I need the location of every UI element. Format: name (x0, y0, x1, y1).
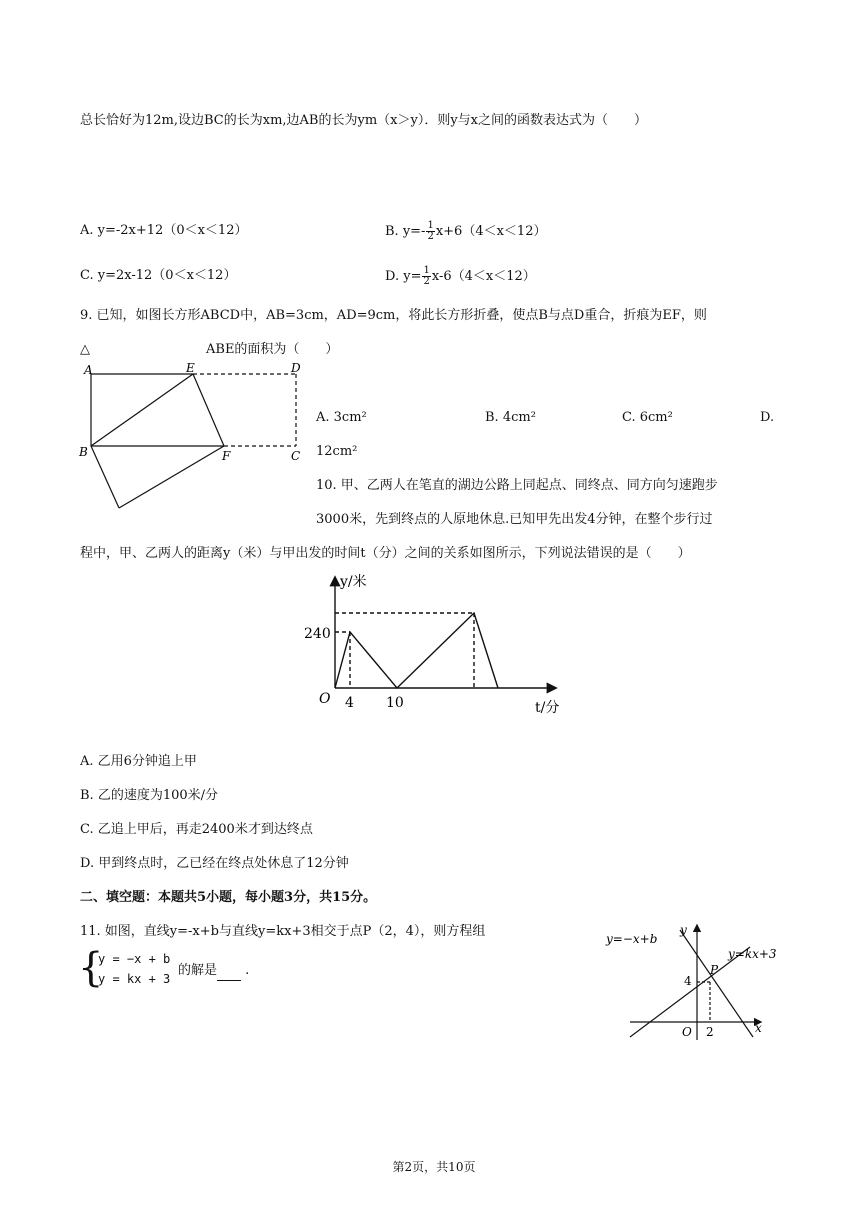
q10-option-b: B. 乙的速度为100米/分 (80, 788, 219, 803)
label-a: A (84, 363, 93, 377)
q10-distance-time-graph (304, 570, 590, 720)
q9-option-d: D. (760, 410, 775, 425)
q8-option-a: A. y=-2x+12（0＜x＜12） (80, 223, 248, 238)
label-f: F (222, 449, 231, 463)
y-axis-label: y/米 (340, 574, 367, 590)
y-tick-4: 4 (684, 974, 692, 988)
q9-stem-line2: ABE的面积为（ ） (206, 342, 339, 357)
q11-answer-prompt: 的解是 . (178, 961, 249, 981)
q8-option-d: D. y= $\frac{1}{2}$ x-6（4＜x＜12） (385, 265, 536, 287)
label-d: D (291, 361, 301, 375)
q8-stem: 总长恰好为12m,设边BC的长为xm,边AB的长为ym（x＞y）．则y与x之间的函数表达式为（ ） (80, 113, 647, 128)
q8-option-c: C. y=2x-12（0＜x＜12） (80, 268, 237, 283)
label-b: B (79, 445, 88, 459)
q9-option-a: A. 3cm² (316, 410, 367, 425)
q11-line-graph (600, 920, 800, 1045)
line2-label: y=kx+3 (728, 947, 777, 961)
label-e: E (186, 361, 195, 375)
x-tick-4: 4 (345, 695, 354, 711)
point-p-label: P (710, 963, 719, 977)
q9-option-c: C. 6cm² (622, 410, 673, 425)
label-c: C (291, 449, 301, 463)
y-tick-240: 240 (304, 626, 331, 642)
q9-rectangle-figure (78, 362, 318, 517)
q10-stem-line3: 程中，甲、乙两人的距离y（米）与甲出发的时间t（分）之间的关系如图所示，下列说法错误的是（ ） (80, 546, 691, 561)
q10-option-c: C. 乙追上甲后，再走2400米才到达终点 (80, 822, 313, 837)
q9-option-d-value: 12cm² (316, 444, 358, 459)
q9-option-b: B. 4cm² (485, 410, 536, 425)
answer-blank[interactable] (217, 968, 241, 981)
x-tick-2: 2 (706, 1025, 714, 1039)
x-axis-letter: x (755, 1021, 762, 1035)
equation-brace: { (78, 945, 104, 991)
q9-stem-line1: 9. 已知，如图长方形ABCD中，AB=3cm，AD=9cm，将此长方形折叠，使点B与点D重合，折痕为EF，则 (80, 308, 707, 323)
section-2-heading: 二、填空题：本题共5小题，每小题3分，共15分。 (80, 890, 377, 905)
page-footer: 第2页，共10页 (392, 1160, 476, 1174)
q11-stem: 11. 如图，直线y=-x+b与直线y=kx+3相交于点P（2，4），则方程组 (80, 924, 486, 939)
y-axis-letter: y (680, 923, 687, 937)
origin-label: O (319, 691, 331, 707)
q10-stem-line1: 10. 甲、乙两人在笔直的湖边公路上同起点、同终点、同方向匀速跑步 (316, 478, 718, 493)
equation-1: y = −x + b (98, 952, 171, 966)
q9-triangle-symbol: △ (80, 342, 90, 357)
q10-option-d: D. 甲到终点时，乙已经在终点处休息了12分钟 (80, 856, 349, 871)
q8-option-b: B. y=- $\frac{1}{2}$ x+6（4＜x＜12） (385, 220, 547, 242)
line1-label: y=−x+b (606, 932, 658, 946)
origin-letter: O (682, 1025, 692, 1039)
x-tick-10: 10 (386, 695, 404, 711)
q10-stem-line2: 3000米，先到终点的人原地休息.已知甲先出发4分钟，在整个步行过 (316, 512, 713, 527)
x-axis-label: t/分 (535, 700, 560, 716)
equation-2: y = kx + 3 (98, 972, 171, 986)
q10-option-a: A. 乙用6分钟追上甲 (80, 754, 197, 769)
